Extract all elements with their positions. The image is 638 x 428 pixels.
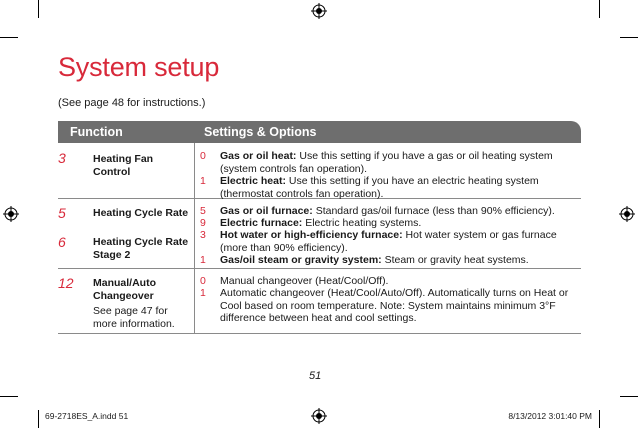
option-desc: Use this setting if you have an electric heating system (thermostat controls fan operation). — [220, 175, 539, 200]
crop-mark — [599, 0, 600, 18]
option-label: Gas or oil heat: — [220, 150, 297, 162]
page-title: System setup — [58, 52, 220, 82]
option-desc: Use this setting if you have a gas or oil heating system (system controls fan operation). — [220, 150, 553, 175]
option-label: Hot water or high-efficiency furnace: — [220, 229, 403, 241]
registration-mark-icon — [311, 408, 327, 424]
footer-date: 8/13/2012 3:01:40 PM — [508, 411, 592, 421]
option-label: Gas/oil steam or gravity system: — [220, 254, 382, 266]
header-function: Function — [70, 125, 123, 139]
function-number: 6 — [58, 234, 66, 250]
crop-mark — [38, 0, 39, 18]
table-row — [58, 199, 581, 269]
option-desc: Standard gas/oil furnace (less than 90% efficiency). — [315, 205, 555, 217]
option-code: 5 — [200, 205, 206, 217]
function-name: Heating Cycle Rate — [93, 207, 189, 219]
function-name: Manual/Auto Changeover — [93, 277, 156, 302]
option-desc: Automatic changeover (Heat/Cool/Auto/Off). Automatically turns on Heat or Cool based on room temperature. Note: System maintains minimum 3°F difference between heat and cool settings. — [220, 287, 569, 324]
crop-mark — [599, 410, 600, 428]
page-number: 51 — [309, 370, 322, 382]
instructions-note: (See page 48 for instructions.) — [58, 97, 206, 109]
table-row — [58, 143, 581, 199]
registration-mark-icon — [3, 206, 19, 222]
function-note: See page 47 for more information. — [93, 305, 175, 330]
function-number: 5 — [58, 205, 66, 221]
option-code: 0 — [200, 150, 206, 162]
option-label: Electric furnace: — [220, 217, 303, 229]
option-code: 1 — [200, 254, 206, 266]
option-desc: Electric heating systems. — [305, 217, 422, 229]
crop-mark — [38, 410, 39, 428]
crop-mark — [620, 37, 638, 38]
option-label: Gas or oil furnace: — [220, 205, 313, 217]
function-number: 3 — [58, 150, 66, 166]
option-code: 3 — [200, 229, 206, 241]
setup-table — [58, 121, 581, 334]
function-name: Heating Fan Control — [93, 153, 154, 178]
registration-mark-icon — [619, 206, 635, 222]
header-settings: Settings & Options — [204, 125, 317, 139]
option-code: 0 — [200, 275, 206, 287]
crop-mark — [0, 396, 18, 397]
table-header — [58, 121, 581, 143]
option-desc: Hot water system or gas furnace (more than 90% efficiency). — [220, 229, 557, 254]
table-row — [58, 269, 581, 334]
option-desc: Manual changeover (Heat/Cool/Off). — [220, 275, 389, 287]
option-desc: Steam or gravity heat systems. — [384, 254, 529, 266]
option-code: 9 — [200, 217, 206, 229]
option-label: Electric heat: — [220, 175, 286, 187]
option-code: 1 — [200, 175, 206, 187]
option-code: 1 — [200, 287, 206, 299]
footer-file: 69-2718ES_A.indd 51 — [45, 411, 129, 421]
crop-mark — [0, 37, 18, 38]
function-number: 12 — [58, 275, 74, 291]
registration-mark-icon — [311, 3, 327, 19]
function-name: Heating Cycle Rate Stage 2 — [93, 236, 189, 261]
crop-mark — [620, 396, 638, 397]
